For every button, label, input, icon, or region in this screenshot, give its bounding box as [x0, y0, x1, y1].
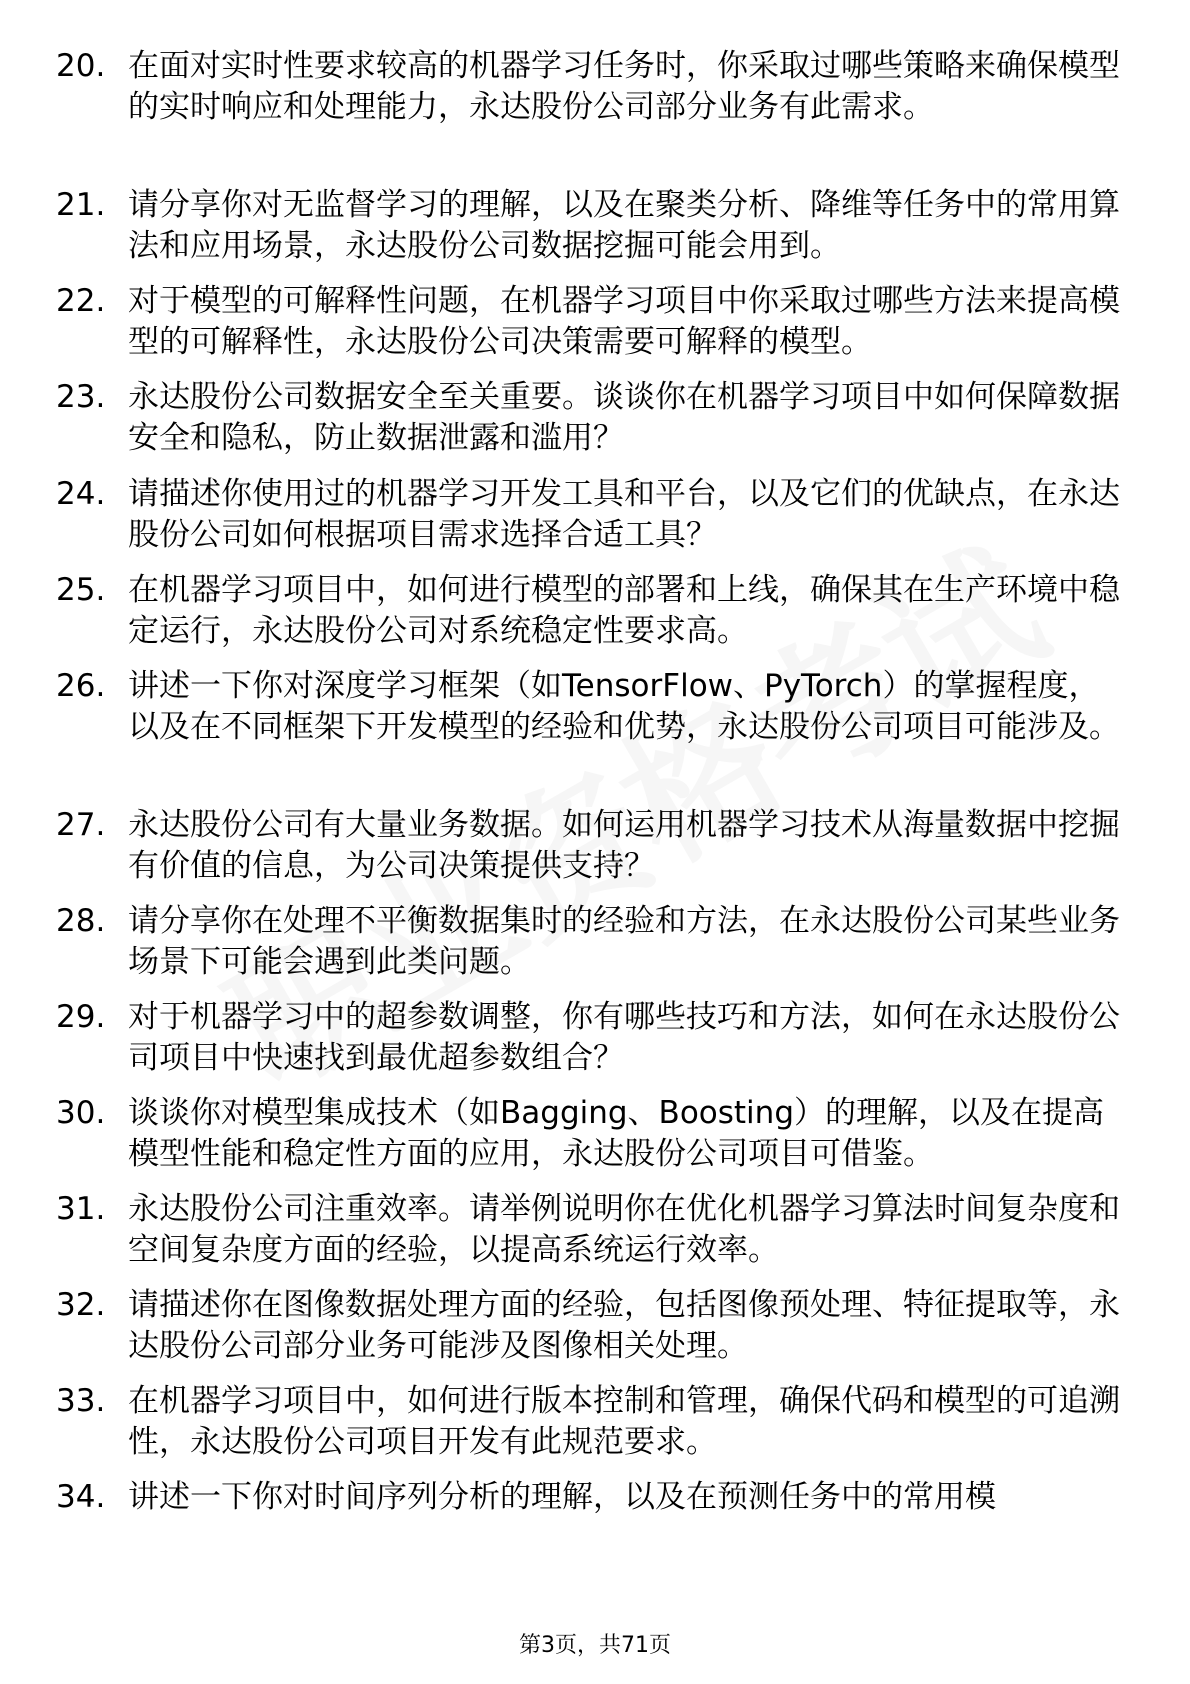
question-text: 对于模型的可解释性问题，在机器学习项目中你采取过哪些方法来提高模型的可解释性，永达股份公司决策需要可解释的模型。 [128, 283, 1120, 360]
question-text: 永达股份公司有大量业务数据。如何运用机器学习技术从海量数据中挖掘有价值的信息，为公司决策提供支持？ [128, 807, 1120, 884]
question-number: 32. [56, 1287, 106, 1323]
question-number: 26. [56, 668, 106, 704]
question-text: 谈谈你对模型集成技术（如Bagging、Boosting）的理解，以及在提高模型性能和稳定性方面的应用，永达股份公司项目可借鉴。 [128, 1095, 1104, 1172]
question-text: 在机器学习项目中，如何进行模型的部署和上线，确保其在生产环境中稳定运行，永达股份公司对系统稳定性要求高。 [128, 572, 1120, 649]
question-number: 24. [56, 476, 106, 512]
question-number: 31. [56, 1191, 106, 1227]
question-number: 28. [56, 903, 106, 939]
question-text: 永达股份公司数据安全至关重要。谈谈你在机器学习项目中如何保障数据安全和隐私，防止数据泄露和滥用？ [128, 379, 1120, 456]
question-number: 25. [56, 572, 106, 608]
question-number: 33. [56, 1383, 106, 1419]
question-text: 在机器学习项目中，如何进行版本控制和管理，确保代码和模型的可追溯性，永达股份公司项目开发有此规范要求。 [128, 1383, 1120, 1460]
question-text: 请描述你在图像数据处理方面的经验，包括图像预处理、特征提取等，永达股份公司部分业务可能涉及图像相关处理。 [128, 1287, 1120, 1364]
question-text: 在面对实时性要求较高的机器学习任务时，你采取过哪些策略来确保模型的实时响应和处理能力，永达股份公司部分业务有此需求。 [128, 48, 1120, 125]
question-text: 讲述一下你对深度学习框架（如TensorFlow、PyTorch）的掌握程度，以及在不同框架下开发模型的经验和优势，永达股份公司项目可能涉及。 [128, 668, 1120, 745]
question-text: 对于机器学习中的超参数调整，你有哪些技巧和方法，如何在永达股份公司项目中快速找到最优超参数组合？ [128, 999, 1120, 1076]
question-number: 30. [56, 1095, 106, 1131]
question-number: 23. [56, 379, 106, 415]
question-text: 请描述你使用过的机器学习开发工具和平台，以及它们的优缺点，在永达股份公司如何根据项目需求选择合适工具？ [128, 476, 1120, 553]
question-number: 20. [56, 48, 106, 84]
question-text: 请分享你在处理不平衡数据集时的经验和方法，在永达股份公司某些业务场景下可能会遇到此类问题。 [128, 903, 1120, 980]
question-text: 讲述一下你对时间序列分析的理解，以及在预测任务中的常用模 [128, 1479, 996, 1515]
question-number: 22. [56, 283, 106, 319]
question-number: 21. [56, 187, 106, 223]
question-text: 请分享你对无监督学习的理解，以及在聚类分析、降维等任务中的常用算法和应用场景，永达股份公司数据挖掘可能会用到。 [128, 187, 1120, 264]
question-number: 34. [56, 1479, 106, 1515]
question-number: 29. [56, 999, 106, 1035]
question-text: 永达股份公司注重效率。请举例说明你在优化机器学习算法时间复杂度和空间复杂度方面的经验，以提高系统运行效率。 [128, 1191, 1120, 1268]
question-number: 27. [56, 807, 106, 843]
page-footer: 第3页，共71页 [519, 1633, 671, 1658]
